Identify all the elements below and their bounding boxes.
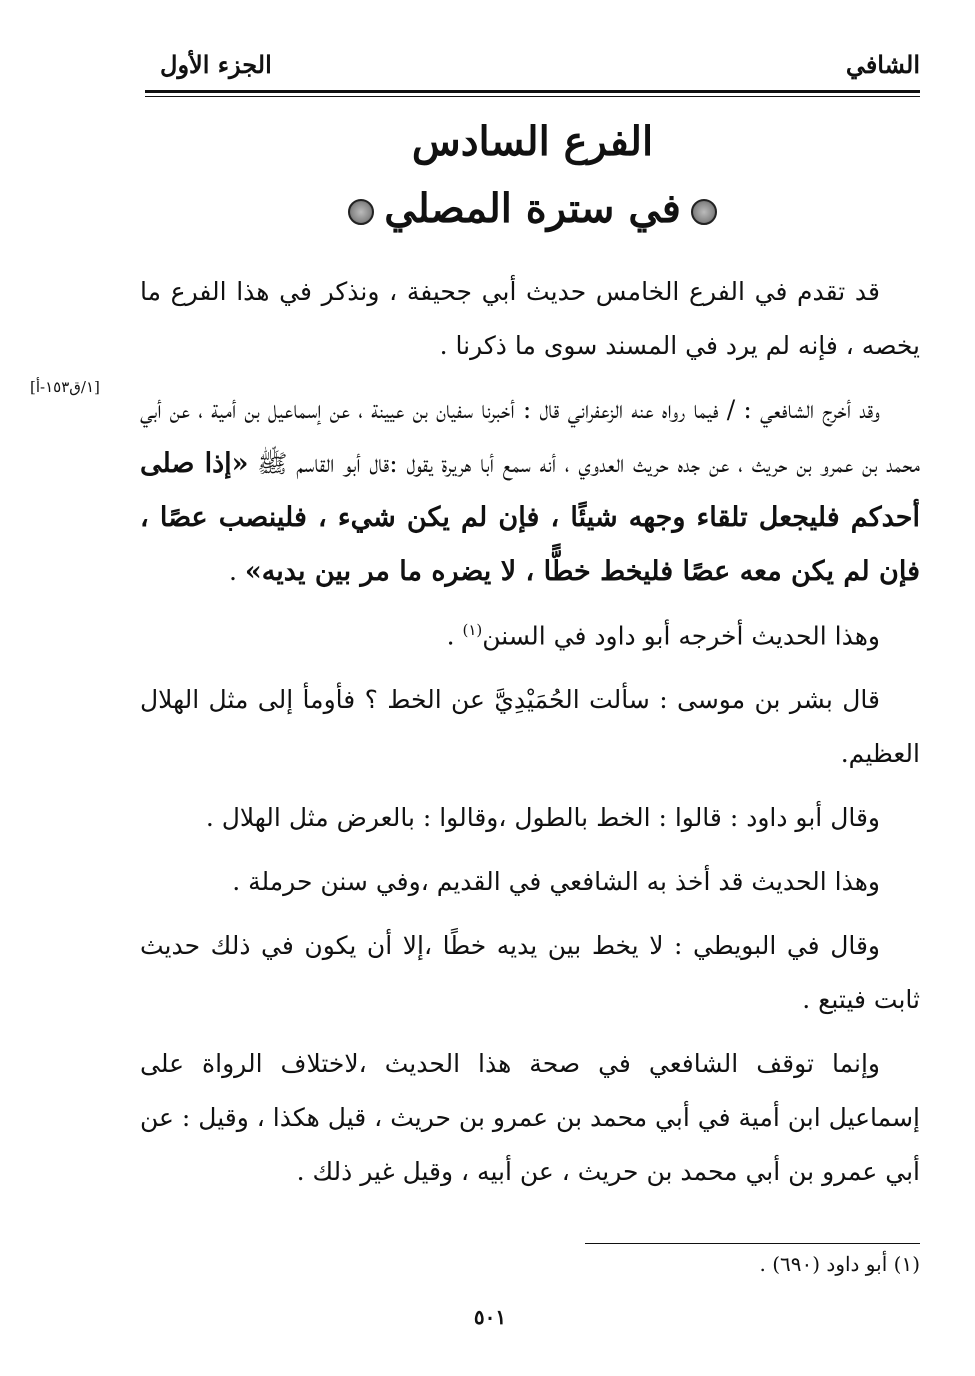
volume-label: الجزء الأول — [160, 50, 272, 79]
header-rule-thick — [145, 90, 920, 93]
header-rule-thin — [145, 96, 920, 97]
hadith-text: «إذا صلى أحدكم فليجعل تلقاء وجهه شيئًا ، فإن لم يكن شيء ، فلينصب عصًا ، فإن لم يكن معه عصًا فليخط خطًّا ، لا يضره ما مر بين يديه» — [140, 448, 920, 587]
paragraph-intro: وقد أخرج الشافعي : / فيما رواه عنه الزعفراني قال : أخبرنا سفيان بن عيينة ، عن إسماعيل بن أمية ، عن أبي محمد بن عمرو بن حريث ، عن جده حريث العدوي ، أنه سمع أبا هريرة يقول :قال أبو القاسم ﷺ — [140, 395, 920, 478]
section-title: الفرع السادس — [411, 118, 654, 165]
page-number: ٥٠١ — [473, 1305, 507, 1329]
paragraph: وقال في البويطي : لا يخط بين يديه خطًا ،إلا أن يكون في ذلك حديث ثابت فيتبع . — [140, 931, 920, 1015]
paragraph: وهذا الحديث قد أخذ به الشافعي في القديم ،وفي سنن حرملة . — [232, 867, 880, 897]
paragraph-end: . — [446, 621, 463, 651]
ornament-dot-icon — [691, 199, 717, 225]
paragraph — [140, 603, 920, 663]
paragraph: وإنما توقف الشافعي في صحة هذا الحديث ،لاختلاف الرواة على إسماعيل ابن أمية في أبي محمد بن عمرو بن حريث ، قيل هكذا ، وقيل : عن أبي عمرو بن أبي محمد بن حريث ، عن أبيه ، وقيل غير ذلك . — [140, 1049, 920, 1187]
footnote-ref: (١) — [462, 621, 483, 639]
section-subtitle — [145, 185, 920, 232]
manuscript-folio-note: [١/ق١٥٣-أ] — [30, 378, 100, 396]
paragraph-text: وهذا الحديث أخرجه أبو داود في السنن — [482, 621, 880, 651]
section-subtitle-text: في سترة المصلي — [384, 185, 681, 232]
body-text — [140, 265, 920, 1209]
paragraph — [140, 383, 920, 599]
footnote-rule — [585, 1243, 920, 1244]
running-header — [140, 50, 920, 90]
book-title: الشافي — [845, 50, 920, 79]
footnote: (١) أبو داود (٦٩٠) . — [759, 1252, 920, 1276]
paragraph: قد تقدم في الفرع الخامس حديث أبي جحيفة ، ونذكر في هذا الفرع ما يخصه ، فإنه لم يرد في المسند سوى ما ذكرنا . — [140, 277, 920, 360]
paragraph: وقال أبو داود : قالوا : الخط بالطول ،وقالوا : بالعرض مثل الهلال . — [205, 803, 880, 833]
paragraph-end: . — [229, 557, 245, 586]
paragraph: قال بشر بن موسى : سألت الحُمَيْدِيَّ عن الخط ؟ فأومأ إلى مثل الهلال العظيم. — [140, 685, 920, 769]
ornament-dot-icon — [348, 199, 374, 225]
